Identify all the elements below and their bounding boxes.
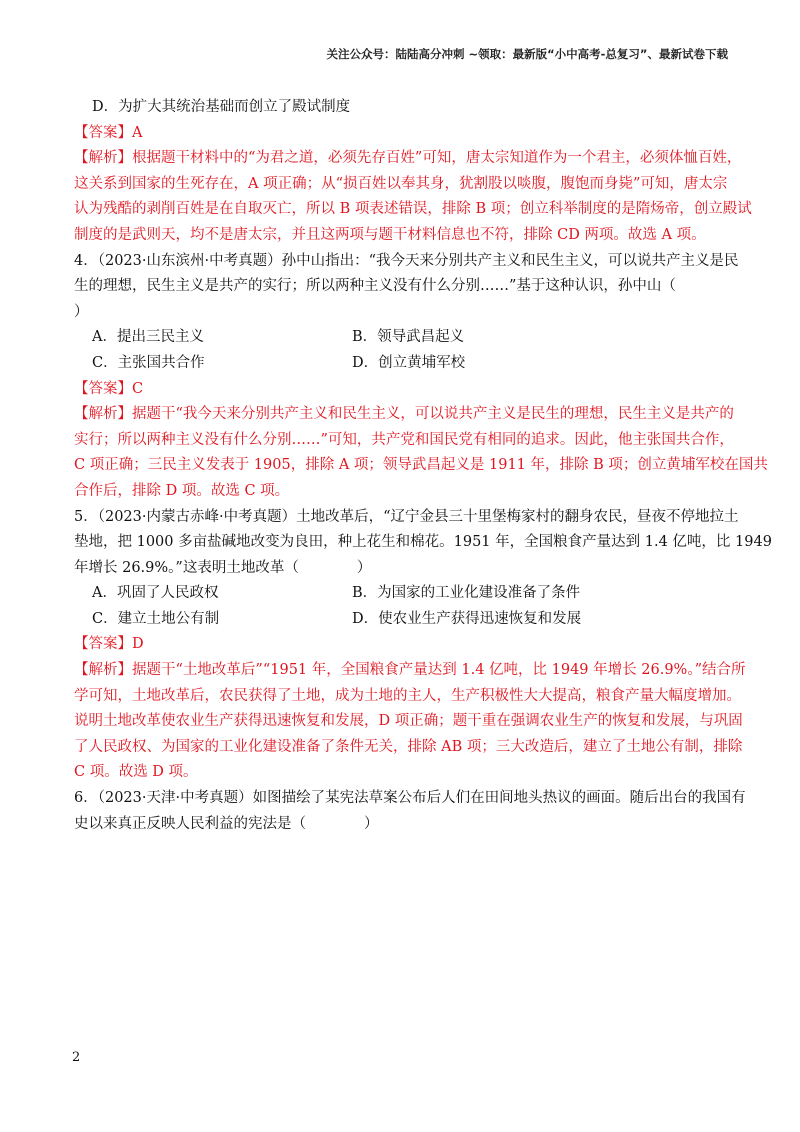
answer-value: D [132, 636, 144, 653]
answer-tag: 【答案】 [74, 636, 132, 653]
q5-stem-line: 5．（2023·内蒙古赤峰·中考真题）土地改革后，“辽宁金县三十里堡梅家村的翻身农民，昼夜不停地拉土 [74, 508, 739, 525]
q4-option-a: A．提出三民主义 [92, 329, 204, 346]
answer-value: C [132, 380, 144, 397]
q5-stem-line: 垫地，把 1000 多亩盐碱地改变为良田，种上花生和棉花。1951 年，全国粮食产量达到 1.4 亿吨，比 1949 [74, 534, 772, 551]
page-header: 关注公众号：陆陆高分冲刺 ~领取：最新版“小中高考-总复习”、最新试卷下载 [326, 47, 728, 61]
answer-value: A [132, 124, 143, 141]
q4-answer [74, 377, 726, 403]
q3-analysis-line: 制度的是武则天，均不是唐太宗，并且这两项与题干材料信息也不符，排除 CD 两项。故选 A 项。 [74, 226, 706, 243]
answer-tag: 【答案】 [74, 124, 132, 141]
q4-analysis-line: 【解析】据题干“我今天来分别共产主义和民生主义，可以说共产主义是民生的理想，民生主义是共产的 [74, 406, 734, 423]
q4-options-row [74, 351, 726, 377]
q4-options-row [74, 325, 726, 351]
q5-analysis-line: 【解析】据题干“土地改革后”“1951 年，全国粮食产量达到 1.4 亿吨，比 1949 年增长 26.9%。”结合所 [74, 662, 746, 679]
document-body [74, 95, 772, 837]
analysis-tag: 【解析】 [74, 662, 132, 679]
q4-option-c: C．主张国共合作 [92, 354, 205, 371]
q5-stem-line: 年增长 26.9%。”这表明土地改革（ ） [74, 559, 372, 576]
q5-options-row [74, 581, 726, 607]
q6-stem-line: 6．（2023·天津·中考真题）如图描绘了某宪法草案公布后人们在田间地头热议的画面。随后出台的我国有 [74, 790, 746, 807]
q4-stem-line: 4．（2023·山东滨州·中考真题）孙中山指出：“我今天来分别共产主义和民生主义，可以说共产主义是民 [74, 252, 739, 269]
analysis-tag: 【解析】 [74, 406, 132, 423]
q5-options-row [74, 607, 726, 633]
q5-analysis-line: 学可知，土地改革后，农民获得了土地，成为土地的主人，生产积极性大大提高，粮食产量大幅度增加。 [74, 687, 741, 704]
q6-stem-line: 史以来真正反映人民利益的宪法是（ ） [74, 815, 379, 832]
q4-option-b: B．领导武昌起义 [352, 329, 465, 346]
answer-tag: 【答案】 [74, 380, 132, 397]
q5-answer [74, 632, 726, 658]
q4-option-d: D．创立黄埔军校 [352, 354, 466, 371]
q4-analysis-line: 合作后，排除 D 项。故选 C 项。 [74, 482, 290, 499]
q3-analysis-line: 认为残酷的剥削百姓是在自取灭亡，所以 B 项表述错误，排除 B 项；创立科举制度的是隋炀帝，创立殿试 [74, 201, 752, 218]
q5-option-b: B．为国家的工业化建设准备了条件 [352, 585, 581, 602]
q4-stem-line: ） [74, 303, 89, 320]
q3-answer [74, 121, 726, 147]
page-number: 2 [72, 1050, 81, 1065]
q4-analysis-line: C 项正确；三民主义发表于 1905，排除 A 项；领导武昌起义是 1911 年，排除 B 项；创立黄埔军校在国共 [74, 457, 768, 474]
analysis-tag: 【解析】 [74, 150, 132, 167]
q5-analysis-line: C 项。故选 D 项。 [74, 764, 198, 781]
q5-option-d: D．使农业生产获得迅速恢复和发展 [352, 610, 582, 627]
q5-option-a: A．巩固了人民政权 [92, 585, 219, 602]
q3-analysis-line: 【解析】根据题干材料中的“为君之道，必须先存百姓”可知，唐太宗知道作为一个君主，必须体恤百姓， [74, 150, 742, 167]
q5-analysis-line: 了人民政权、为国家的工业化建设准备了条件无关，排除 AB 项；三大改造后，建立了土地公有制，排除 [74, 738, 743, 755]
q5-analysis-line: 说明土地改革使农业生产获得迅速恢复和发展，D 项正确；题干重在强调农业生产的恢复和发展，与巩固 [74, 713, 743, 730]
q5-option-c: C．建立土地公有制 [92, 610, 220, 627]
q3-option-d: D．为扩大其统治基础而创立了殿试制度 [92, 99, 351, 115]
q4-stem-line: 生的理想，民生主义是共产的实行；所以两种主义没有什么分别……”基于这种认识，孙中山（ [74, 278, 676, 295]
q3-analysis-line: 这关系到国家的生死存在，A 项正确；从“损百姓以奉其身，犹割股以啖腹，腹饱而身毙”可知，唐太宗 [74, 175, 728, 192]
q4-analysis-line: 实行；所以两种主义没有什么分别……”可知，共产党和国民党有相同的追求。因此，他主张国共合作， [74, 431, 734, 448]
